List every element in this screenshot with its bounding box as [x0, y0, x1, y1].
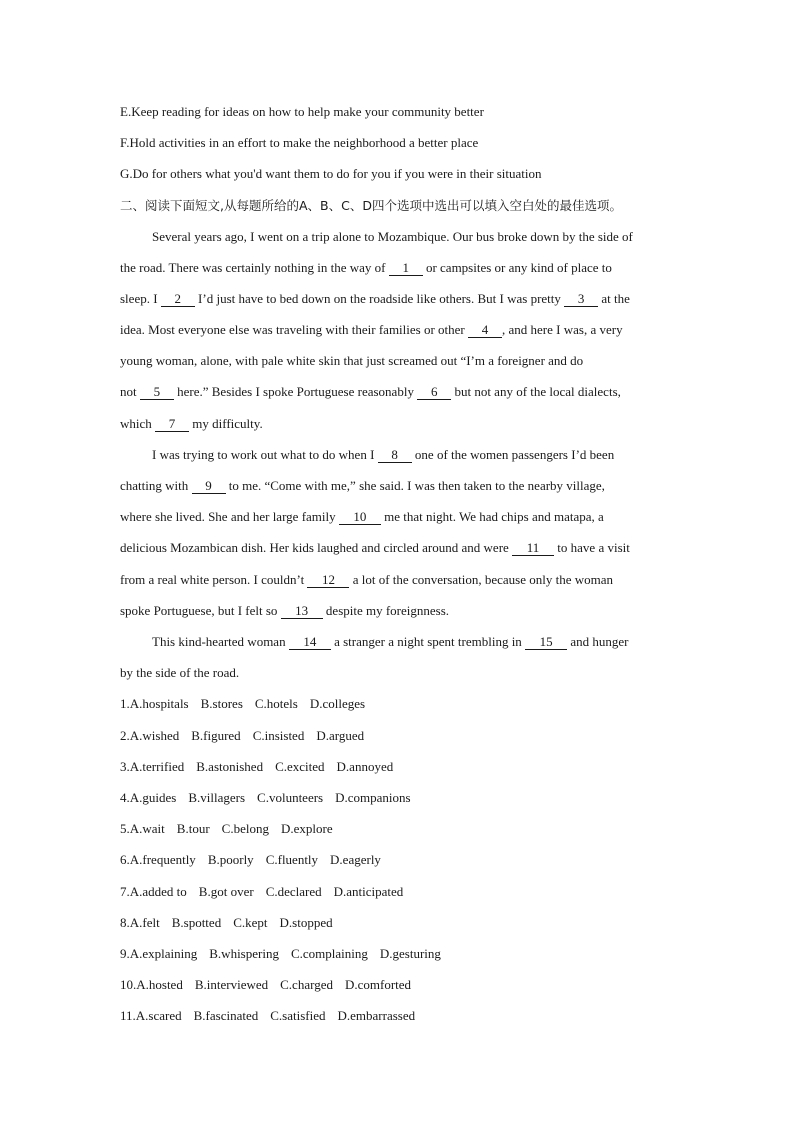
blank-8: 8: [378, 448, 412, 463]
question-6: 6.A.frequently B.poorly C.fluently D.eagerly: [120, 852, 381, 867]
blank-1: 1: [389, 261, 423, 276]
statement-g: G.Do for others what you'd want them to do for you if you were in their situation: [120, 166, 542, 181]
blank-10: 10: [339, 510, 381, 525]
question-10: 10.A.hosted B.interviewed C.charged D.comforted: [120, 977, 412, 992]
passage-line: This kind-hearted woman 14 a stranger a night spent trembling in 15 and hunger: [152, 634, 629, 649]
blank-6: 6: [417, 385, 451, 400]
blank-14: 14: [289, 635, 331, 650]
blank-13: 13: [281, 604, 323, 619]
question-8: 8.A.felt B.spotted C.kept D.stopped: [120, 915, 333, 930]
question-5: 5.A.wait B.tour C.belong D.explore: [120, 821, 333, 836]
passage-line: young woman, alone, with pale white skin that just screamed out “I’m a foreigner and do: [120, 353, 584, 368]
passage-line: from a real white person. I couldn’t 12 a lot of the conversation, because only the woman: [120, 572, 614, 587]
passage-line: Several years ago, I went on a trip alone to Mozambique. Our bus broke down by the side of: [152, 229, 633, 244]
statement-e: E.Keep reading for ideas on how to help make your community better: [120, 104, 484, 119]
question-4: 4.A.guides B.villagers C.volunteers D.companions: [120, 790, 411, 805]
blank-11: 11: [512, 541, 554, 556]
passage-line: not 5 here.” Besides I spoke Portuguese reasonably 6 but not any of the local dialects,: [120, 384, 621, 399]
question-3: 3.A.terrified B.astonished C.excited D.annoyed: [120, 759, 394, 774]
passage-line: I was trying to work out what to do when I 8 one of the women passengers I’d been: [152, 447, 615, 462]
passage-line: delicious Mozambican dish. Her kids laughed and circled around and were 11 to have a visit: [120, 540, 630, 555]
blank-9: 9: [192, 479, 226, 494]
question-9: 9.A.explaining B.whispering C.complaining D.gesturing: [120, 946, 441, 961]
passage-line: chatting with 9 to me. “Come with me,” she said. I was then taken to the nearby village,: [120, 478, 605, 493]
passage-line: the road. There was certainly nothing in the way of 1 or campsites or any kind of place to: [120, 260, 612, 275]
blank-15: 15: [525, 635, 567, 650]
passage-line: spoke Portuguese, but I felt so 13 despite my foreignness.: [120, 603, 450, 618]
question-2: 2.A.wished B.figured C.insisted D.argued: [120, 728, 365, 743]
passage-line: by the side of the road.: [120, 665, 240, 680]
blank-3: 3: [564, 292, 598, 307]
section-heading: 二、阅读下面短文,从每题所给的A、B、C、D四个选项中选出可以填入空白处的最佳选项。: [120, 198, 622, 213]
question-7: 7.A.added to B.got over C.declared D.anticipated: [120, 884, 404, 899]
passage-line: sleep. I 2 I’d just have to bed down on the roadside like others. But I was pretty 3 at the: [120, 291, 630, 306]
blank-7: 7: [155, 417, 189, 432]
passage-line: where she lived. She and her large family 10 me that night. We had chips and matapa, a: [120, 509, 604, 524]
passage-line: which 7 my difficulty.: [120, 416, 263, 431]
passage-line: idea. Most everyone else was traveling with their families or other 4 , and here I was, a very: [120, 322, 623, 337]
blank-4: 4: [468, 323, 502, 338]
question-11: 11.A.scared B.fascinated C.satisfied D.embarrassed: [120, 1008, 416, 1023]
blank-2: 2: [161, 292, 195, 307]
question-1: 1.A.hospitals B.stores C.hotels D.colleges: [120, 696, 366, 711]
statement-f: F.Hold activities in an effort to make the neighborhood a better place: [120, 135, 479, 150]
blank-5: 5: [140, 385, 174, 400]
blank-12: 12: [307, 573, 349, 588]
